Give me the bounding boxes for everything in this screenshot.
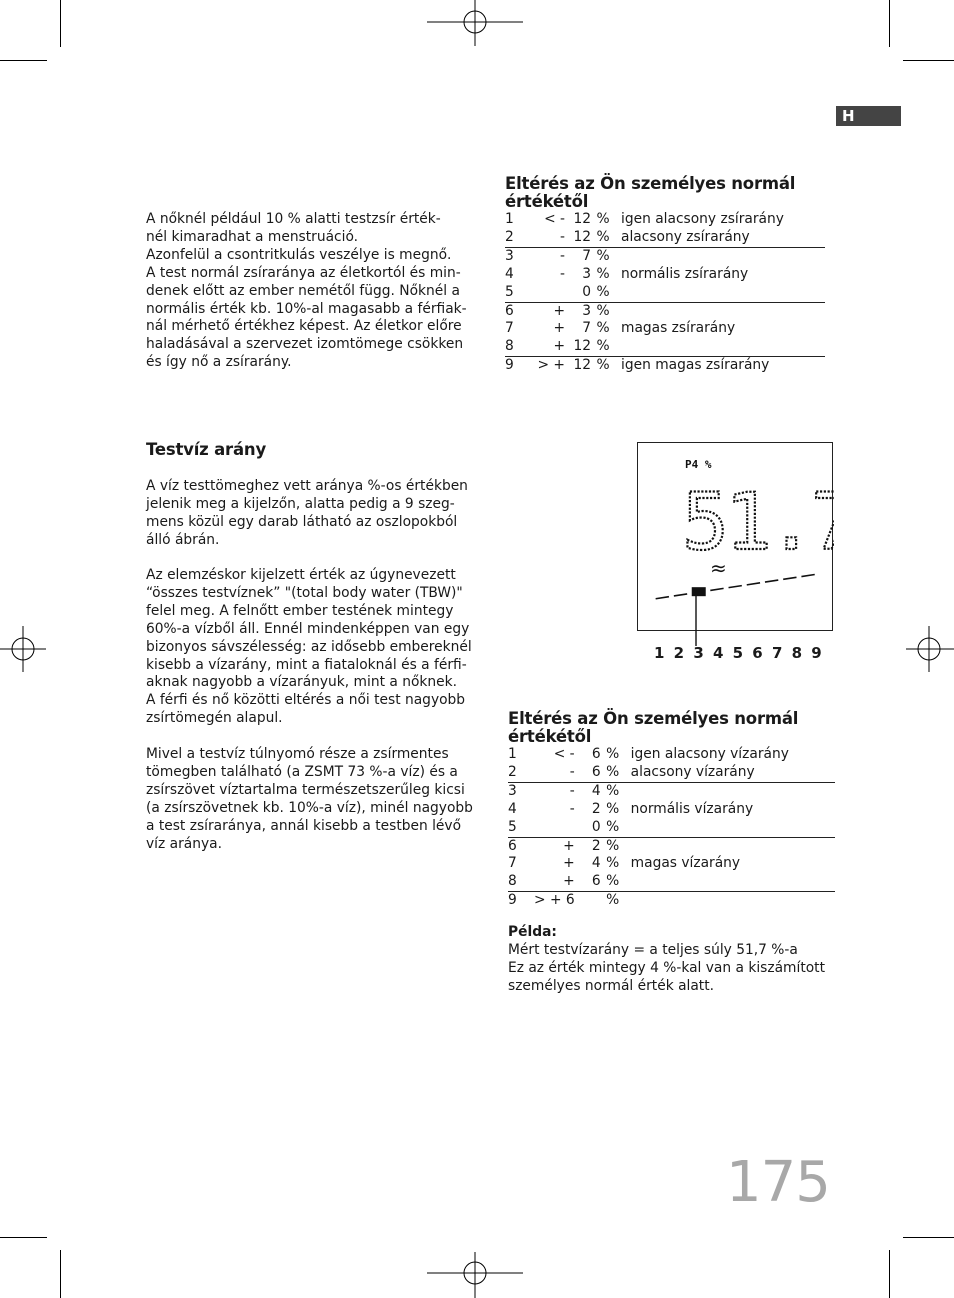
- cell-pct: %: [596, 265, 610, 282]
- cell-desc: igen magas zsírarány: [621, 357, 770, 374]
- table-row: [508, 892, 835, 910]
- cell-sign: > + 6: [534, 892, 575, 909]
- example-label: Példa:: [508, 924, 557, 940]
- text-line: denek előtt az ember nemétől függ. Nőknél a: [146, 282, 460, 299]
- text-line: nál mérhető értékhez képest. Az életkor előre: [146, 318, 462, 335]
- text-line: jelenik meg a kijelzőn, alatta pedig a 9 szeg-: [146, 495, 455, 512]
- segment-4: [710, 588, 723, 590]
- cell-pct: %: [606, 837, 620, 854]
- heading-line: értékétől: [505, 192, 589, 211]
- cell-n: 4: [505, 265, 514, 282]
- cell-pct: %: [606, 855, 620, 872]
- cell-n: 2: [508, 764, 534, 782]
- heading-line: Eltérés az Ön személyes normál: [505, 174, 796, 193]
- text-line: álló ábrán.: [146, 531, 220, 548]
- cell-pct: %: [606, 892, 620, 909]
- cell-sign: -: [569, 782, 575, 799]
- cell-pct: %: [606, 782, 620, 799]
- cell-value: 6: [591, 746, 601, 762]
- segment-9: [801, 575, 814, 577]
- segment-bar: [656, 575, 815, 599]
- water-table-heading: [508, 710, 798, 746]
- cell-desc: magas zsírarány: [621, 320, 736, 337]
- table-row: [505, 247, 825, 265]
- cell-value: 2: [591, 837, 601, 854]
- registration-mark-right: [906, 626, 954, 672]
- text-line: aknak nagyobb a vízarányuk, mint a nőknek.: [146, 674, 457, 691]
- cell-n: 2: [505, 229, 531, 247]
- body-paragraph-1: [146, 478, 468, 550]
- cell-desc: igen alacsony zsírarány: [621, 211, 784, 227]
- cell-pct: %: [606, 800, 620, 817]
- text-line: zsírszövet víztartalma természetszerűleg kicsi: [146, 781, 465, 798]
- cell-sign: -: [534, 764, 579, 782]
- cell-value: 12: [569, 338, 591, 356]
- cell-sign: -: [560, 247, 565, 264]
- table-row: [508, 819, 835, 837]
- cell-n: 5: [508, 819, 534, 837]
- cell-pct: %: [596, 211, 610, 227]
- reading-value: 51.: [682, 478, 811, 568]
- cell-pct: %: [596, 302, 610, 319]
- cell-value: 12: [569, 229, 591, 247]
- text-line: haladásával a szervezet izomtömege csökken: [146, 336, 464, 353]
- table-row: [508, 764, 835, 782]
- segment-7: [765, 580, 778, 582]
- table-row: [505, 320, 825, 338]
- cell-value: 0: [569, 284, 591, 302]
- scale-display: [637, 442, 833, 631]
- cell-desc: igen alacsony vízarány: [630, 746, 789, 762]
- cell-pct: %: [601, 764, 625, 782]
- segment-pointer-line: [690, 596, 702, 648]
- cell-value: 4: [591, 782, 601, 799]
- cell-sign: [531, 284, 569, 302]
- cell-sign: > +: [537, 357, 565, 374]
- intro-paragraph: [146, 211, 467, 372]
- cell-n: 7: [508, 855, 517, 872]
- cell-n: 8: [508, 873, 534, 891]
- cell-pct: %: [606, 746, 620, 762]
- page-number: 175: [726, 1150, 830, 1215]
- cell-n: 3: [505, 247, 514, 264]
- text-line: Mivel a testvíz túlnyomó része a zsírmentes: [146, 746, 449, 762]
- text-line: Ez az érték mintegy 4 %-kal van a kiszámított: [508, 959, 825, 976]
- body-paragraph-3: [146, 746, 473, 853]
- table-row: [505, 302, 825, 320]
- segment-8: [783, 577, 796, 579]
- cell-pct: %: [601, 819, 625, 837]
- registration-mark-top: [427, 0, 523, 46]
- cell-n: 9: [505, 357, 514, 374]
- text-line: “összes testvíznek” "(total body water (TBW)": [146, 584, 463, 601]
- cell-pct: %: [601, 873, 625, 891]
- cell-sign: +: [553, 302, 565, 319]
- cell-desc: [615, 338, 825, 356]
- water-deviation-table: [508, 746, 835, 910]
- segment-6: [747, 583, 760, 585]
- text-line: kisebb a vízarány, mint a fiataloknál és a férfi-: [146, 656, 467, 673]
- cell-value: 0: [579, 819, 601, 837]
- cell-sign: +: [531, 338, 569, 356]
- cell-n: 5: [505, 284, 531, 302]
- text-line: Azonfelül a csontritkulás veszélye is megnő.: [146, 246, 452, 263]
- cell-value: 6: [579, 764, 601, 782]
- cell-n: 3: [508, 782, 517, 799]
- language-tab: H: [836, 106, 901, 126]
- water-icon: ≈: [710, 556, 727, 580]
- cell-pct: %: [591, 284, 615, 302]
- table-row: [505, 338, 825, 356]
- table-row: [508, 801, 835, 819]
- cell-n: 1: [505, 211, 514, 227]
- text-line: bizonyos sávszélesség: az idősebb embereknél: [146, 638, 472, 655]
- cell-sign: +: [563, 837, 575, 854]
- segment-5: [729, 586, 742, 588]
- text-line: A test normál zsíraránya az életkortól és min-: [146, 264, 461, 281]
- fat-deviation-table: [505, 211, 825, 375]
- text-line: Az elemzéskor kijelzett érték az úgynevezett: [146, 567, 456, 583]
- cell-desc: normális zsírarány: [621, 265, 749, 282]
- display-graphic: [638, 443, 834, 632]
- table-row: [505, 229, 825, 247]
- text-line: A férfi és nő közötti eltérés a női test nagyobb: [146, 692, 466, 709]
- text-line: víz aránya.: [146, 835, 222, 852]
- text-line: A nőknél például 10 % alatti testzsír érték-: [146, 211, 441, 227]
- cell-n: 7: [505, 320, 514, 337]
- table-row: [505, 357, 825, 375]
- fat-table-heading: [505, 175, 795, 211]
- registration-mark-bottom: [427, 1252, 523, 1298]
- cell-value: 12: [573, 357, 591, 374]
- cell-n: 8: [505, 338, 531, 356]
- table-row: [505, 211, 825, 229]
- cell-desc: [615, 247, 825, 265]
- text-line: felel meg. A felnőtt ember testének mintegy: [146, 602, 454, 619]
- cell-sign: -: [560, 265, 565, 282]
- cell-sign: -: [531, 229, 569, 247]
- text-line: Mért testvízarány = a teljes súly 51,7 %-a: [508, 941, 798, 958]
- heading-line: értékétől: [508, 727, 592, 746]
- cell-desc: [625, 873, 835, 891]
- cell-desc: [625, 892, 835, 910]
- cell-pct: %: [591, 229, 615, 247]
- cell-desc: alacsony vízarány: [625, 764, 835, 782]
- cell-n: 6: [508, 837, 517, 854]
- cell-desc: [625, 819, 835, 837]
- cell-pct: %: [596, 320, 610, 337]
- active-segment-marker: [692, 587, 706, 596]
- table-row: [508, 782, 835, 800]
- cell-sign: +: [534, 873, 579, 891]
- cell-desc: [625, 782, 835, 800]
- text-line: nél kimaradhat a menstruáció.: [146, 228, 359, 245]
- registration-mark-left: [0, 626, 46, 672]
- cell-sign: -: [569, 800, 575, 817]
- text-line: mens közül egy darab látható az oszlopokból: [146, 513, 458, 530]
- text-line: a test zsíraránya, annál kisebb a testben lévő: [146, 817, 462, 834]
- cell-n: 1: [508, 746, 517, 762]
- cell-value: 7: [582, 320, 591, 337]
- cell-sign: +: [563, 855, 575, 872]
- text-line: zsírtömegén alapul.: [146, 710, 283, 727]
- table-row: [508, 837, 835, 855]
- cell-sign: +: [553, 320, 565, 337]
- cell-value: 7: [582, 247, 591, 264]
- body-paragraph-2: [146, 567, 472, 728]
- cell-value: 3: [582, 302, 591, 319]
- cell-pct: %: [596, 357, 610, 374]
- cell-value: 6: [579, 873, 601, 891]
- segment-2: [674, 594, 687, 596]
- segment-numbers: 1 2 3 4 5 6 7 8 9: [654, 644, 823, 662]
- table-row: [505, 284, 825, 302]
- text-line: (a zsírszövetnek kb. 10%-a víz), minél nagyobb: [146, 799, 473, 816]
- heading-line: Eltérés az Ön személyes normál: [508, 709, 799, 728]
- table-row: [508, 873, 835, 891]
- segment-1: [656, 597, 669, 599]
- cell-pct: %: [596, 247, 610, 264]
- cell-desc: alacsony zsírarány: [615, 229, 825, 247]
- table-row: [508, 855, 835, 873]
- text-line: A víz testtömeghez vett aránya %-os értékben: [146, 478, 468, 494]
- cell-value: 2: [591, 800, 601, 817]
- text-line: és így nő a zsírarány.: [146, 354, 292, 371]
- cell-sign: [534, 819, 579, 837]
- cell-sign: < -: [553, 746, 575, 762]
- text-line: 60%-a vízből áll. Ennél mindenképpen van egy: [146, 620, 470, 637]
- cell-sign: < -: [544, 211, 565, 227]
- cell-desc: normális vízarány: [630, 800, 754, 817]
- text-line: normális érték kb. 10%-al magasabb a férfiak-: [146, 300, 467, 317]
- cell-value: 4: [591, 855, 601, 872]
- cell-value: [579, 892, 601, 910]
- cell-pct: %: [591, 338, 615, 356]
- cell-desc: [625, 837, 835, 855]
- cell-n: 9: [508, 892, 517, 909]
- text-line: tömegben található (a ZSMT 73 %-a víz) és a: [146, 763, 458, 780]
- cell-desc: [615, 284, 825, 302]
- section-heading: Testvíz arány: [146, 440, 267, 459]
- cell-n: 4: [508, 800, 517, 817]
- text-line: személyes normál érték alatt.: [508, 977, 715, 994]
- cell-desc: magas vízarány: [630, 855, 741, 872]
- cell-value: 12: [573, 211, 591, 227]
- cell-n: 6: [505, 302, 514, 319]
- cell-desc: [615, 302, 825, 320]
- table-row: [508, 746, 835, 764]
- table-row: [505, 266, 825, 284]
- example-block: [508, 924, 825, 996]
- cell-value: 3: [582, 265, 591, 282]
- user-indicator: P4 %: [685, 458, 712, 471]
